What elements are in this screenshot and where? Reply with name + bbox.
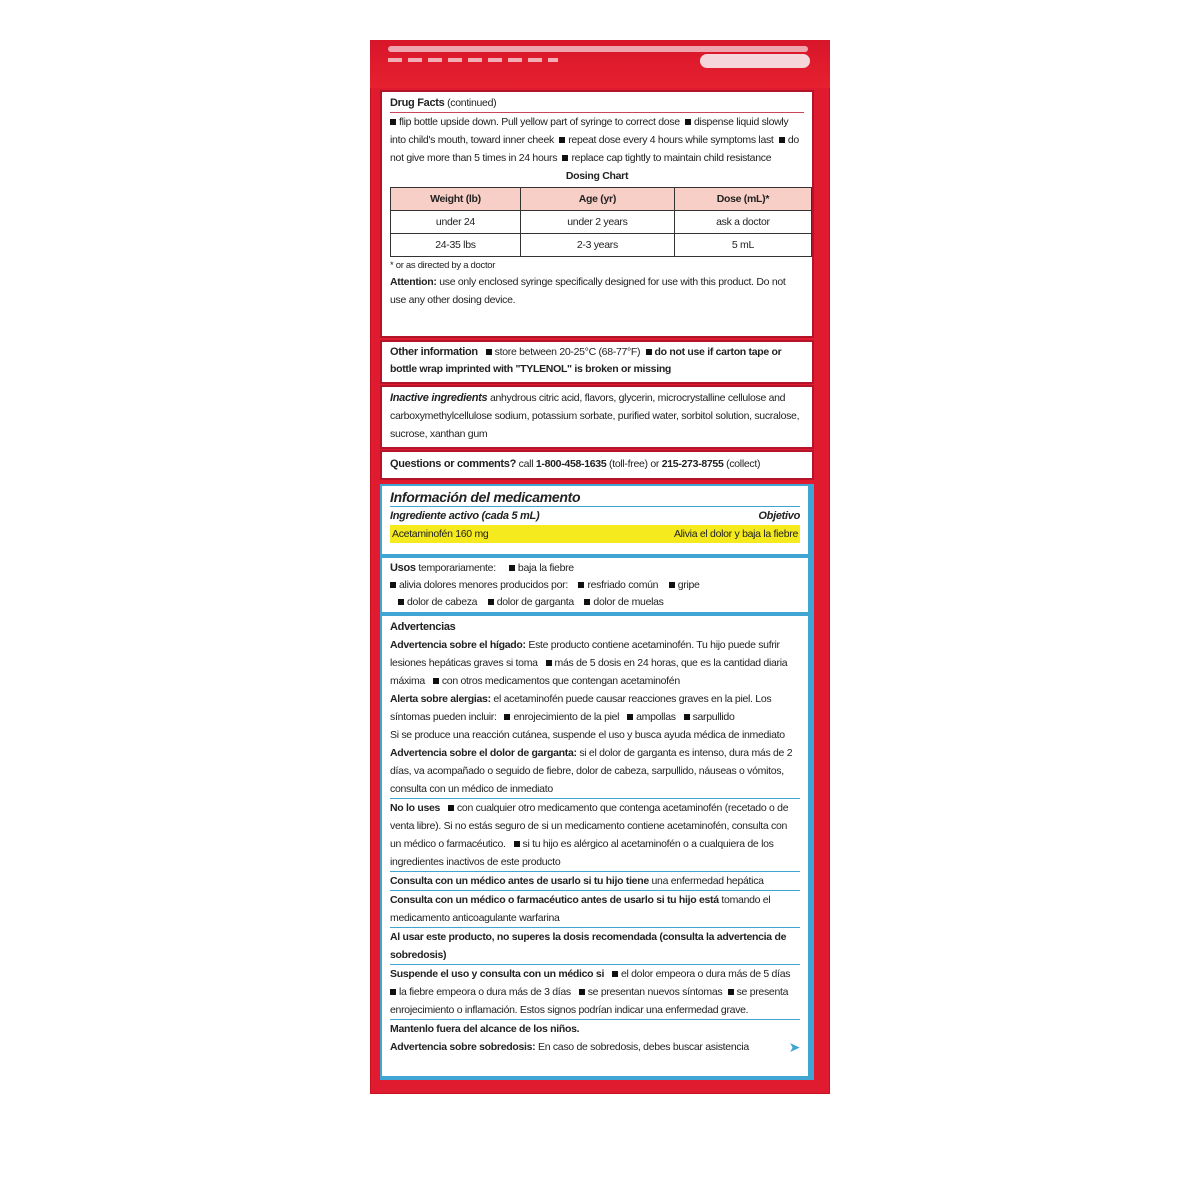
allergy-item: ampollas bbox=[636, 711, 676, 723]
active-ingredient-row bbox=[390, 525, 800, 543]
bullet-icon bbox=[504, 714, 510, 720]
use-item: resfriado común bbox=[587, 579, 659, 591]
bullet-icon bbox=[612, 971, 618, 977]
spanish-title: Información del medicamento bbox=[390, 488, 800, 507]
dosing-chart-title: Dosing Chart bbox=[565, 170, 629, 182]
purpose: Alivia el dolor y baja la fiebre bbox=[673, 528, 798, 540]
direction-item: dispense liquid slowly into child's mouth, toward inner cheek bbox=[390, 116, 789, 146]
ask-doctor bbox=[390, 872, 800, 891]
carton-top-flap bbox=[370, 40, 830, 88]
inactive-ingredients-panel bbox=[380, 385, 814, 449]
direction-item: repeat dose every 4 hours while symptoms last bbox=[568, 134, 774, 146]
direction-item: do not give more than 5 times in 24 hours bbox=[390, 134, 799, 164]
drug-facts-directions-panel bbox=[380, 90, 814, 338]
questions-label: Questions or comments? bbox=[390, 458, 517, 470]
liver-item: con otros medicamentos que contengan acetaminofén bbox=[441, 675, 680, 687]
overdose-text: En caso de sobredosis, debes buscar asistencia bbox=[537, 1041, 749, 1053]
throat-text: si el dolor de garganta es intenso, dura más de 2 días, va acompañado o seguido de fiebre, dolor de cabeza, sarpullido, náuseas o vómitos, consulta con un médico de inmediato bbox=[390, 747, 793, 795]
col-dose: Dose (mL)* bbox=[674, 188, 811, 211]
cell-dose: 5 mL bbox=[674, 234, 811, 257]
drug-facts-continued: (continued) bbox=[447, 97, 497, 109]
throat-label: Advertencia sobre el dolor de garganta: bbox=[390, 747, 577, 759]
table-header-row bbox=[391, 188, 812, 211]
uses-line-3 bbox=[390, 594, 800, 611]
ask-doctor-text: una enfermedad hepática bbox=[651, 875, 764, 887]
bullet-icon bbox=[486, 349, 492, 355]
ask-pharmacist bbox=[390, 891, 800, 928]
liver-item: más de 5 dosis en 24 horas, que es la cantidad diaria máxima bbox=[390, 657, 788, 687]
stop-item: se presenta enrojecimiento o inflamación. Estos signos podrían indicar una enfermedad grave. bbox=[390, 986, 789, 1016]
inactive-text: anhydrous citric acid, flavors, glycerin, microcrystalline cellulose and carboxymethylcellulose sodium, potassium sorbate, purified water, sorbitol solution, sucralose, sucrose, xanthan gum bbox=[390, 392, 800, 440]
use-item: baja la fiebre bbox=[517, 562, 574, 574]
allergy-after: Si se produce una reacción cutánea, suspende el uso y busca ayuda médica de inmediato bbox=[390, 729, 785, 741]
inactive-label: Inactive ingredients bbox=[390, 392, 488, 404]
stop-item: el dolor empeora o dura más de 5 días bbox=[620, 968, 791, 980]
cell-dose: ask a doctor bbox=[674, 211, 811, 234]
bullet-icon bbox=[488, 599, 494, 605]
direction-item: replace cap tightly to maintain child resistance bbox=[571, 152, 772, 164]
throat-warning bbox=[390, 744, 800, 799]
dosing-chart-table bbox=[390, 187, 812, 257]
bullet-icon bbox=[448, 805, 454, 811]
use-item: alivia dolores menores producidos por: bbox=[399, 579, 568, 591]
bullet-icon bbox=[433, 678, 439, 684]
dosing-footnote: * or as directed by a doctor bbox=[390, 260, 496, 271]
bullet-icon bbox=[398, 599, 404, 605]
flap-oval bbox=[700, 54, 810, 68]
cell-weight: 24-35 lbs bbox=[391, 234, 521, 257]
bullet-icon bbox=[584, 599, 590, 605]
stop-label: Suspende el uso y consulta con un médico si bbox=[390, 968, 605, 980]
questions-panel bbox=[380, 450, 814, 480]
direction-item: flip bottle upside down. Pull yellow part of syringe to correct dose bbox=[399, 116, 680, 128]
collect-note: (collect) bbox=[726, 458, 761, 470]
bullet-icon bbox=[390, 989, 396, 995]
donot-item: con cualquier otro medicamento que contenga acetaminofén (recetado o de venta libre). Si no estás seguro de si un medicamento contiene acetaminofén, consulta con un médico o farmacéutico. bbox=[390, 802, 789, 850]
ask-pharm-label: Consulta con un médico o farmacéutico antes de usarlo si tu hijo está bbox=[390, 894, 719, 906]
do-not-use bbox=[390, 799, 800, 872]
keep-away: Mantenlo fuera del alcance de los niños. bbox=[390, 1023, 580, 1035]
bullet-icon bbox=[685, 119, 691, 125]
active-ingredient: Acetaminofén 160 mg bbox=[392, 528, 489, 540]
stop-item: la fiebre empeora o dura más de 3 días bbox=[399, 986, 571, 998]
when-using: Al usar este producto, no superes la dosis recomendada (consulta la advertencia de sobredosis) bbox=[390, 928, 800, 965]
table-row bbox=[391, 211, 812, 234]
overdose-warning bbox=[390, 1038, 800, 1056]
use-item: dolor de cabeza bbox=[407, 596, 478, 608]
warnings-title: Advertencias bbox=[390, 621, 456, 633]
spanish-warnings-panel bbox=[382, 616, 808, 1076]
allergy-item: enrojecimiento de la piel bbox=[513, 711, 620, 723]
drug-facts-title: Drug Facts bbox=[390, 97, 445, 109]
attention-note bbox=[390, 273, 804, 309]
allergy-label: Alerta sobre alergias: bbox=[390, 693, 491, 705]
donot-label: No lo uses bbox=[390, 802, 441, 814]
active-purpose-header bbox=[390, 507, 800, 525]
cell-weight: under 24 bbox=[391, 211, 521, 234]
liver-warning bbox=[390, 636, 800, 690]
uses-line-1 bbox=[390, 560, 800, 577]
other-info-item: store between 20-25°C (68-77°F) bbox=[494, 346, 641, 358]
bullet-icon bbox=[514, 841, 520, 847]
attention-label: Attention: bbox=[390, 276, 437, 288]
bullet-icon bbox=[779, 137, 785, 143]
bullet-icon bbox=[390, 119, 396, 125]
table-row bbox=[391, 234, 812, 257]
questions-call: call bbox=[518, 458, 534, 470]
spanish-drug-facts bbox=[380, 484, 814, 1080]
bullet-icon bbox=[390, 582, 396, 588]
allergy-text: el acetaminofén puede causar reacciones graves en la piel. Los síntomas pueden incluir: bbox=[390, 693, 772, 723]
cell-age: 2-3 years bbox=[520, 234, 674, 257]
bullet-icon bbox=[669, 582, 675, 588]
stop-item: se presentan nuevos síntomas bbox=[587, 986, 723, 998]
bullet-icon bbox=[627, 714, 633, 720]
bullet-icon bbox=[546, 660, 552, 666]
other-information-panel bbox=[380, 340, 814, 384]
col-age: Age (yr) bbox=[520, 188, 674, 211]
bullet-icon bbox=[509, 565, 515, 571]
bullet-icon bbox=[646, 349, 652, 355]
drug-facts-header bbox=[390, 94, 804, 113]
other-info-label: Other information bbox=[390, 346, 478, 358]
use-item: dolor de garganta bbox=[496, 596, 574, 608]
bullet-icon bbox=[579, 989, 585, 995]
flap-text-blur bbox=[388, 58, 558, 62]
tollfree-note: (toll-free) or bbox=[609, 458, 660, 470]
uses-intro: temporariamente: bbox=[418, 562, 496, 574]
bullet-icon bbox=[559, 137, 565, 143]
bullet-icon bbox=[578, 582, 584, 588]
allergy-alert bbox=[390, 690, 800, 744]
other-info-item: do not use if carton tape or bottle wrap imprinted with "TYLENOL" is broken or missing bbox=[390, 346, 782, 375]
donot-item: si tu hijo es alérgico al acetaminofén o a cualquiera de los ingredientes inactivos de este producto bbox=[390, 838, 774, 868]
bullet-icon bbox=[728, 989, 734, 995]
active-label: Ingrediente activo (cada 5 mL) bbox=[390, 510, 540, 522]
spanish-active-ingredient-panel bbox=[382, 486, 808, 554]
ask-doctor-label: Consulta con un médico antes de usarlo si tu hijo tiene bbox=[390, 875, 649, 887]
directions-text bbox=[390, 113, 804, 167]
flap-stripe bbox=[388, 46, 808, 52]
bullet-icon bbox=[684, 714, 690, 720]
uses-line-2 bbox=[390, 577, 800, 594]
liver-text: Este producto contiene acetaminofén. Tu hijo puede sufrir lesiones hepáticas graves si toma bbox=[390, 639, 780, 669]
arrow-right-icon: ➤ bbox=[788, 1039, 800, 1055]
spanish-uses-panel bbox=[382, 558, 808, 612]
use-item: gripe bbox=[677, 579, 700, 591]
ask-pharm-text: tomando el medicamento anticoagulante warfarina bbox=[390, 894, 771, 924]
use-item: dolor de muelas bbox=[593, 596, 664, 608]
purpose-label: Objetivo bbox=[758, 510, 800, 522]
stop-use bbox=[390, 965, 800, 1020]
allergy-item: sarpullido bbox=[692, 711, 735, 723]
uses-label: Usos bbox=[390, 562, 416, 574]
col-weight: Weight (lb) bbox=[391, 188, 521, 211]
overdose-label: Advertencia sobre sobredosis: bbox=[390, 1041, 536, 1053]
cell-age: under 2 years bbox=[520, 211, 674, 234]
carton-back-panel bbox=[370, 40, 830, 1094]
attention-text: use only enclosed syringe specifically designed for use with this product. Do not use any other dosing device. bbox=[390, 276, 786, 306]
liver-label: Advertencia sobre el hígado: bbox=[390, 639, 526, 651]
phone-tollfree: 1-800-458-1635 bbox=[535, 458, 607, 470]
phone-collect: 215-273-8755 bbox=[661, 458, 724, 470]
bullet-icon bbox=[562, 155, 568, 161]
